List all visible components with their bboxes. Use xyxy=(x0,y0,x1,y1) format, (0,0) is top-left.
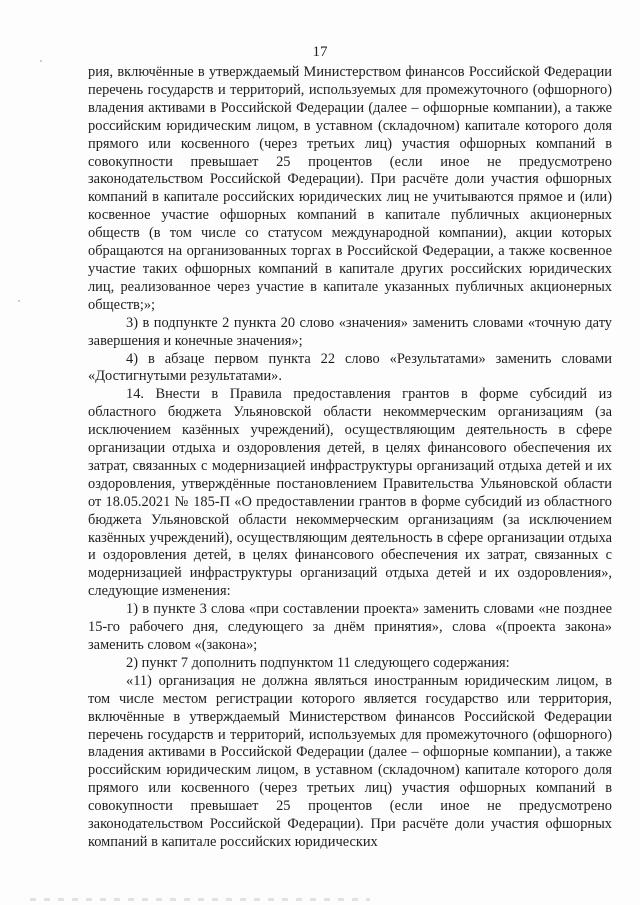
scan-speck xyxy=(18,300,20,302)
scan-speck xyxy=(40,60,42,62)
paragraph-section-14: 14. Внести в Правила предоставления грантов в форме субсидий из областного бюджета Ульяновской области некоммерческим организациям (за исключением казённых учреждений), осуществляющим деятельность в сфере организации отдыха и оздоровления детей, в целях финансового обеспечения их затрат, связанных с модернизацией инфраструктуры организаций отдыха детей и их оздоровления, утверждённые постановлением Правительства Ульяновской области от 18.05.2021 № 185-П «О предоставлении грантов в форме субсидий из областного бюджета Ульяновской области некоммерческим организациям (за исключением казённых учреждений), осуществляющим деятельность в сфере организации отдыха и оздоровления детей, в целях финансового обеспечения их затрат, связанных с модернизацией инфраструктуры организаций отдыха детей и их оздоровления», следующие изменения: xyxy=(88,386,612,600)
paragraph-continuation: рия, включённые в утверждаемый Министерством финансов Российской Федерации перечень государств и территорий, используемых для промежуточного (офшорного) владения активами в Российской Федерации (далее – офшорные компании), а также российским юридическим лицом, в уставном (складочном) капитале которого доля прямого или косвенного (через третьих лиц) участия офшорных компаний в совокупности превышает 25 процентов (если иное не предусмотрено законодательством Российской Федерации). При расчёте доли участия офшорных компаний в капитале российских юридических лиц не учитываются прямое и (или) косвенное участие офшорных компаний в капитале публичных акционерных обществ (в том числе со статусом международной компании), акции которых обращаются на организованных торгах в Российской Федерации, а также косвенное участие таких офшорных компаний в капитале других российских юридических лиц, реализованное через участие в капитале указанных публичных акционерных обществ;»; xyxy=(88,64,612,313)
paragraph-item-4: 4) в абзаце первом пункта 22 слово «Результатами» заменить словами «Достигнутыми результатами». xyxy=(88,350,612,385)
scan-artifact-bottom xyxy=(30,898,370,901)
paragraph-item-3: 3) в подпункте 2 пункта 20 слово «значения» заменить словами «точную дату завершения и конечные значения»; xyxy=(88,314,612,349)
page-number: 17 xyxy=(312,44,328,60)
paragraph-item-1: 1) в пункте 3 слова «при составлении проекта» заменить словами «не позднее 15-го рабочего дня, следующего за днём принятия», слова «(проекта закона» заменить словом «(закона»; xyxy=(88,601,612,653)
document-body xyxy=(88,64,612,852)
paragraph-subitem-11: «11) организация не должна являться иностранным юридическим лицом, в том числе местом регистрации которого является государство или территория, включённые в утверждаемый Министерством финансов Российской Федерации перечень государств и территорий, используемых для промежуточного (офшорного) владения активами в Российской Федерации (далее – офшорные компании), а также российским юридическим лицом, в уставном (складочном) капитале которого доля прямого или косвенного (через третьих лиц) участия офшорных компаний в совокупности превышает 25 процентов (если иное не предусмотрено законодательством Российской Федерации). При расчёте доли участия офшорных компаний в капитале российских юридических xyxy=(88,672,612,850)
paragraph-item-2: 2) пункт 7 дополнить подпунктом 11 следующего содержания: xyxy=(126,654,510,671)
